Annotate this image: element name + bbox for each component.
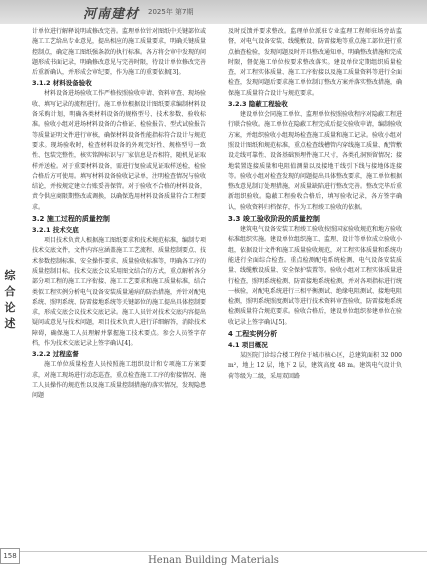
left-column: [32, 27, 206, 527]
side-label-char: 述: [4, 317, 16, 330]
subsection-heading: 4.1 项目概况: [228, 341, 268, 350]
issue-label: 2025年 第7期: [148, 8, 194, 16]
right-column: [228, 27, 402, 527]
paragraph: 材料设备进场验收工作严格按照验收申请、资料审查、现场验收、填写记录的流程进行。施工单位根据设计图纸要求编制材料设备采购计划，明确各类材料设备的规格型号、技术参数、验收标准。验收小组对进场材料设备的合格证、检验报告、型式试验报告等质量证明文件进行审核，确保材料设备性能指标符合设计与规范要求。现场验收时，检查材料设备的外观完好性、规格型号一致性、包装完整性，核实铭牌标识与厂家信息是否相符，随机见证取样并送检。对于重要材料设备，需进行复验或见证取样送检，检验合格后方可使用。填写材料设备验收记录单，注明检查情况与验收结论，并按规定建立台账妥善保管。对于验收不合格的材料设备，责令供应商限期整改或调换，以确保选用材料设备质量符合工程要求。: [32, 90, 206, 211]
footer-title: Henan Building Materials: [148, 555, 279, 566]
journal-logo: 河南建材: [83, 7, 140, 22]
paragraph: 项目技术负责人根据施工图纸要求和技术规范标准，编制专项技术交底文件，文件内容应涵盖施工工艺流程、质量控制要点、技术参数控制标准、安全操作要求、质量验收标准等，明确各工序的质量控制目标。技术交底会议采用图文结合的方式，重点解析各分部分项工程的施工工序衔接、施工工艺要求和施工质量标准，结合类似工程实例分析电气设备安装质量通病的防治措施，并针对配电系统、照明系统、防雷接地系统等关键部位的施工提出具体控制要求，形成交底会议技术交底记录。施工人员针对技术交底内容提出疑问或意见与技术问题，项目技术负责人进行详细解答，消除技术障碍，确保施工人员理解并掌握施工技术要点。参会人员签字存档，作为技术交底记录上签字确认[4]。: [32, 237, 206, 348]
side-label-char: 合: [4, 285, 16, 298]
section-heading: 4 工程实例分析: [228, 330, 278, 339]
footer-divider: [20, 551, 427, 552]
section-heading: 3.2 施工过程的质量控制: [32, 215, 110, 224]
paragraph: 及时反馈并要求整改。监理单位派驻专业监理工程师驻场旁站监督，对电气设备安装、线缆敷设、防雷接地等重点施工部位进行重点抽查检验，发现问题及时开具整改通知单，明确整改措施和完成时限，督促施工单位按要求整改落实。建设单位定期组织质量检查，对工程实体质量、施工工序衔接以及施工质量资料等进行全面检查，发现问题后要求施工单位制订整改方案并落实整改措施，确保施工质量符合设计与规范要求。: [228, 28, 402, 97]
side-label-char: 论: [4, 301, 16, 314]
subsection-heading: 3.2.3 隐蔽工程验收: [228, 100, 288, 109]
paragraph: 某医院门诊综合楼工程位于城市核心区，总建筑面积 32 000 m²，地上 12 层，地下 2 层，建筑高度 48 m。建筑电气设计负荷等级为二级，采用双回路: [228, 352, 402, 380]
paragraph: 建设单位会同施工单位、监理单位按照验收程序对隐蔽工程进行联合验收。施工单位在隐蔽工程完成后提交验收申请，编制验收方案，并组织验收小组现场检查施工质量和施工记录。验收小组对照设计图纸和规范标准，重点检查线槽管内穿线施工质量、配管敷设走线可靠性、设备基础预埋件施工尺寸，各类孔洞预留情况；接地装置连接质量和电阻值测量以及接地干线引下线与接地体连接等。验收小组对检查发现的问题提出具体整改要求，施工单位根据整改意见制订处理措施，对质量缺陷进行整改完善。整改完毕后重新组织验收。隐蔽工程验收合格后，填写验收记录，各方签字确认，验收资料归档保存，作为工程竣工验收的依据。: [228, 111, 402, 211]
subsection-heading: 3.2.2 过程监督: [32, 350, 79, 359]
subsection-heading: 3.2.1 技术交底: [32, 226, 79, 235]
paragraph: 计单位进行解释说明或修改完善。监理单位针对图纸中关键部位或施工工艺给出专业意见，提出相应的施工质量要求，明确关键质量控制点，确定施工图纸强条款的执行标准。各方将会审中发现的问题形成书面记录，明确修改意见与完善时限，待设计单位修改完善后重新确认，并形成会审纪要，作为施工的重要依据[3]。: [32, 28, 206, 77]
section-heading: 3.3 竣工验收阶段的质量控制: [228, 215, 320, 224]
page-number: 158: [0, 548, 20, 564]
page-header: [0, 0, 427, 24]
paragraph: 建筑电气设备安装工程竣工验收按照国家验收规范和地方验收标准组织实施。建设单位组织施工、监理、设计等单位成立验收小组，依据设计文件和施工质量验收规范，对工程实体质量和系统功能进行全面综合检查。重点检测配电系统检测、电气设备安装质量、线缆敷设质量、安全保护装置等。验收小组对工程实体质量进行检查，照明系统检测、防雷接地系统检测，并对各项指标进行统一核验，对配电系统进行三相平衡测试、绝缘电阻测试、接地电阻检测，照明系统照度测试等进行技术资料审查验收，防雷接地系统检测质量符合规范要求。验收合格后，建设单位组织参建单位在验收记录上签字确认[5]。: [228, 226, 402, 326]
subsection-heading: 3.1.2 材料设备验收: [32, 79, 92, 88]
side-label-char: 综: [4, 269, 16, 282]
paragraph: 施工单位质量检查人员按照施工组织设计和专项施工方案要求，对施工现场进行动态巡查，重点检查施工工序的衔接情况、施工人员操作的规范性以及施工质量控制措施的落实情况，发现隐患问题: [32, 361, 206, 400]
section-side-label: [2, 268, 18, 332]
